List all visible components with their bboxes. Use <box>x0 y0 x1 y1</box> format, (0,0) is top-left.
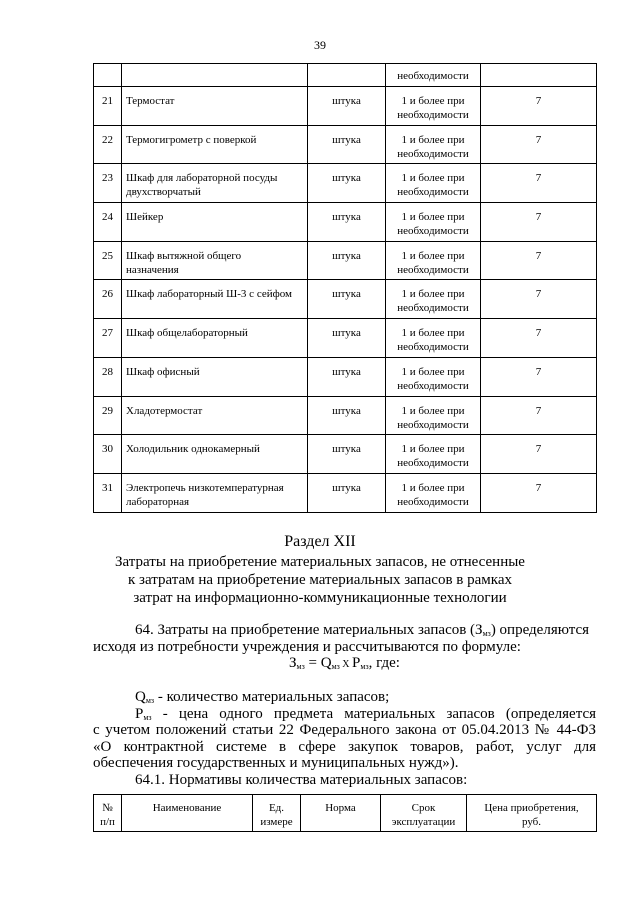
item-name <box>122 64 308 87</box>
item-name: Шкаф общелабораторный <box>122 319 308 358</box>
norms-header-cell: Цена приобретения, руб. <box>467 795 597 832</box>
item-norm: 7 <box>481 87 597 126</box>
table-row <box>94 164 597 203</box>
item-norm: 7 <box>481 241 597 280</box>
item-name: Электропечь низкотемпературная лабораторная <box>122 473 308 512</box>
item-quantity: 1 и более при необходимости <box>386 473 481 512</box>
item-unit: штука <box>308 280 386 319</box>
item-name: Шкаф лабораторный Ш-3 с сейфом <box>122 280 308 319</box>
item-norm: 7 <box>481 203 597 242</box>
row-number: 21 <box>94 87 122 126</box>
p-definition-line-2: с учетом положений статьи 22 Федерального закона от 05.04.2013 № 44-ФЗ <box>93 722 596 738</box>
item-norm: 7 <box>481 435 597 474</box>
section-title: Раздел XII <box>284 533 356 550</box>
item-quantity: 1 и более при необходимости <box>386 241 481 280</box>
paragraph-64 <box>93 622 596 674</box>
item-norm <box>481 64 597 87</box>
item-name: Холодильник однокамерный <box>122 435 308 474</box>
table-row <box>94 473 597 512</box>
table-row <box>94 125 597 164</box>
norms-table <box>93 794 597 832</box>
item-unit: штука <box>308 396 386 435</box>
page-number: 39 <box>314 38 326 52</box>
equipment-table <box>93 63 597 513</box>
item-quantity: 1 и более при необходимости <box>386 280 481 319</box>
section-heading-line-1: Затраты на приобретение материальных запасов, не отнесенные <box>115 554 525 570</box>
table-row <box>94 280 597 319</box>
item-unit <box>308 64 386 87</box>
item-name: Хладотермостат <box>122 396 308 435</box>
paragraph-64-line-1: 64. Затраты на приобретение материальных запасов $(З_{мз})$ определяются <box>135 622 590 638</box>
item-quantity: 1 и более при необходимости <box>386 164 481 203</box>
item-quantity: 1 и более при необходимости <box>386 319 481 358</box>
q-definition: $Q_{мз}$ - количество материальных запасов; <box>135 689 390 705</box>
item-quantity: 1 и более при необходимости <box>386 396 481 435</box>
item-norm: 7 <box>481 164 597 203</box>
row-number: 22 <box>94 125 122 164</box>
item-norm: 7 <box>481 319 597 358</box>
formula: $З_{мз} = Q_{мз}$ Х $P_{мз}$, где: <box>289 655 400 671</box>
paragraph-64-line-2: исходя из потребности учреждения и рассчитываются по формуле: <box>93 638 521 655</box>
row-number: 23 <box>94 164 122 203</box>
item-norm: 7 <box>481 473 597 512</box>
table-row <box>94 357 597 396</box>
item-norm: 7 <box>481 396 597 435</box>
row-number: 30 <box>94 435 122 474</box>
table-row <box>94 203 597 242</box>
item-quantity: 1 и более при необходимости <box>386 357 481 396</box>
row-number: 24 <box>94 203 122 242</box>
norms-header-cell: № п/п <box>94 795 122 832</box>
item-norm: 7 <box>481 125 597 164</box>
item-name: Шкаф вытяжной общего назначения <box>122 241 308 280</box>
item-unit: штука <box>308 357 386 396</box>
section-heading <box>0 533 640 607</box>
item-name: Шкаф для лабораторной посуды двухстворчатый <box>122 164 308 203</box>
definitions <box>93 689 596 788</box>
item-unit: штука <box>308 164 386 203</box>
item-quantity: 1 и более при необходимости <box>386 87 481 126</box>
item-unit: штука <box>308 241 386 280</box>
norms-header-cell: Срок эксплуатации <box>381 795 467 832</box>
item-unit: штука <box>308 203 386 242</box>
item-name: Шейкер <box>122 203 308 242</box>
table-row <box>94 87 597 126</box>
norms-header-cell: Норма <box>301 795 381 832</box>
row-number <box>94 64 122 87</box>
item-unit: штука <box>308 319 386 358</box>
item-norm: 7 <box>481 357 597 396</box>
item-quantity: 1 и более при необходимости <box>386 125 481 164</box>
item-unit: штука <box>308 435 386 474</box>
row-number: 26 <box>94 280 122 319</box>
table-row <box>94 241 597 280</box>
item-quantity: 1 и более при необходимости <box>386 203 481 242</box>
row-number: 29 <box>94 396 122 435</box>
table-row <box>94 64 597 87</box>
norms-header-cell: Ед. измере <box>253 795 301 832</box>
item-unit: штука <box>308 473 386 512</box>
section-heading-line-2: к затратам на приобретение материальных запасов в рамках <box>128 572 512 588</box>
item-name: Термогигрометр с поверкой <box>122 125 308 164</box>
section-heading-line-3: затрат на информационно-коммуникационные технологии <box>133 590 507 606</box>
row-number: 25 <box>94 241 122 280</box>
item-name: Шкаф офисный <box>122 357 308 396</box>
row-number: 31 <box>94 473 122 512</box>
item-quantity: 1 и более при необходимости <box>386 435 481 474</box>
norms-table-header-row <box>94 795 597 832</box>
item-name: Термостат <box>122 87 308 126</box>
norms-header-cell: Наименование <box>122 795 253 832</box>
item-unit: штука <box>308 87 386 126</box>
norms-title: 64.1. Нормативы количества материальных запасов: <box>135 771 468 788</box>
p-definition-line-4: обеспечения государственных и муниципальных нужд»). <box>93 755 459 771</box>
item-norm: 7 <box>481 280 597 319</box>
row-number: 28 <box>94 357 122 396</box>
table-row <box>94 319 597 358</box>
p-definition-line-3: «О контрактной системе в сфере закупок товаров, работ, услуг для <box>93 738 596 755</box>
table-row <box>94 396 597 435</box>
table-row <box>94 435 597 474</box>
p-definition-line-1: $P_{мз}$ - цена одного предмета материальных запасов (определяется <box>135 705 596 722</box>
item-unit: штука <box>308 125 386 164</box>
item-quantity: необходимости <box>386 64 481 87</box>
row-number: 27 <box>94 319 122 358</box>
